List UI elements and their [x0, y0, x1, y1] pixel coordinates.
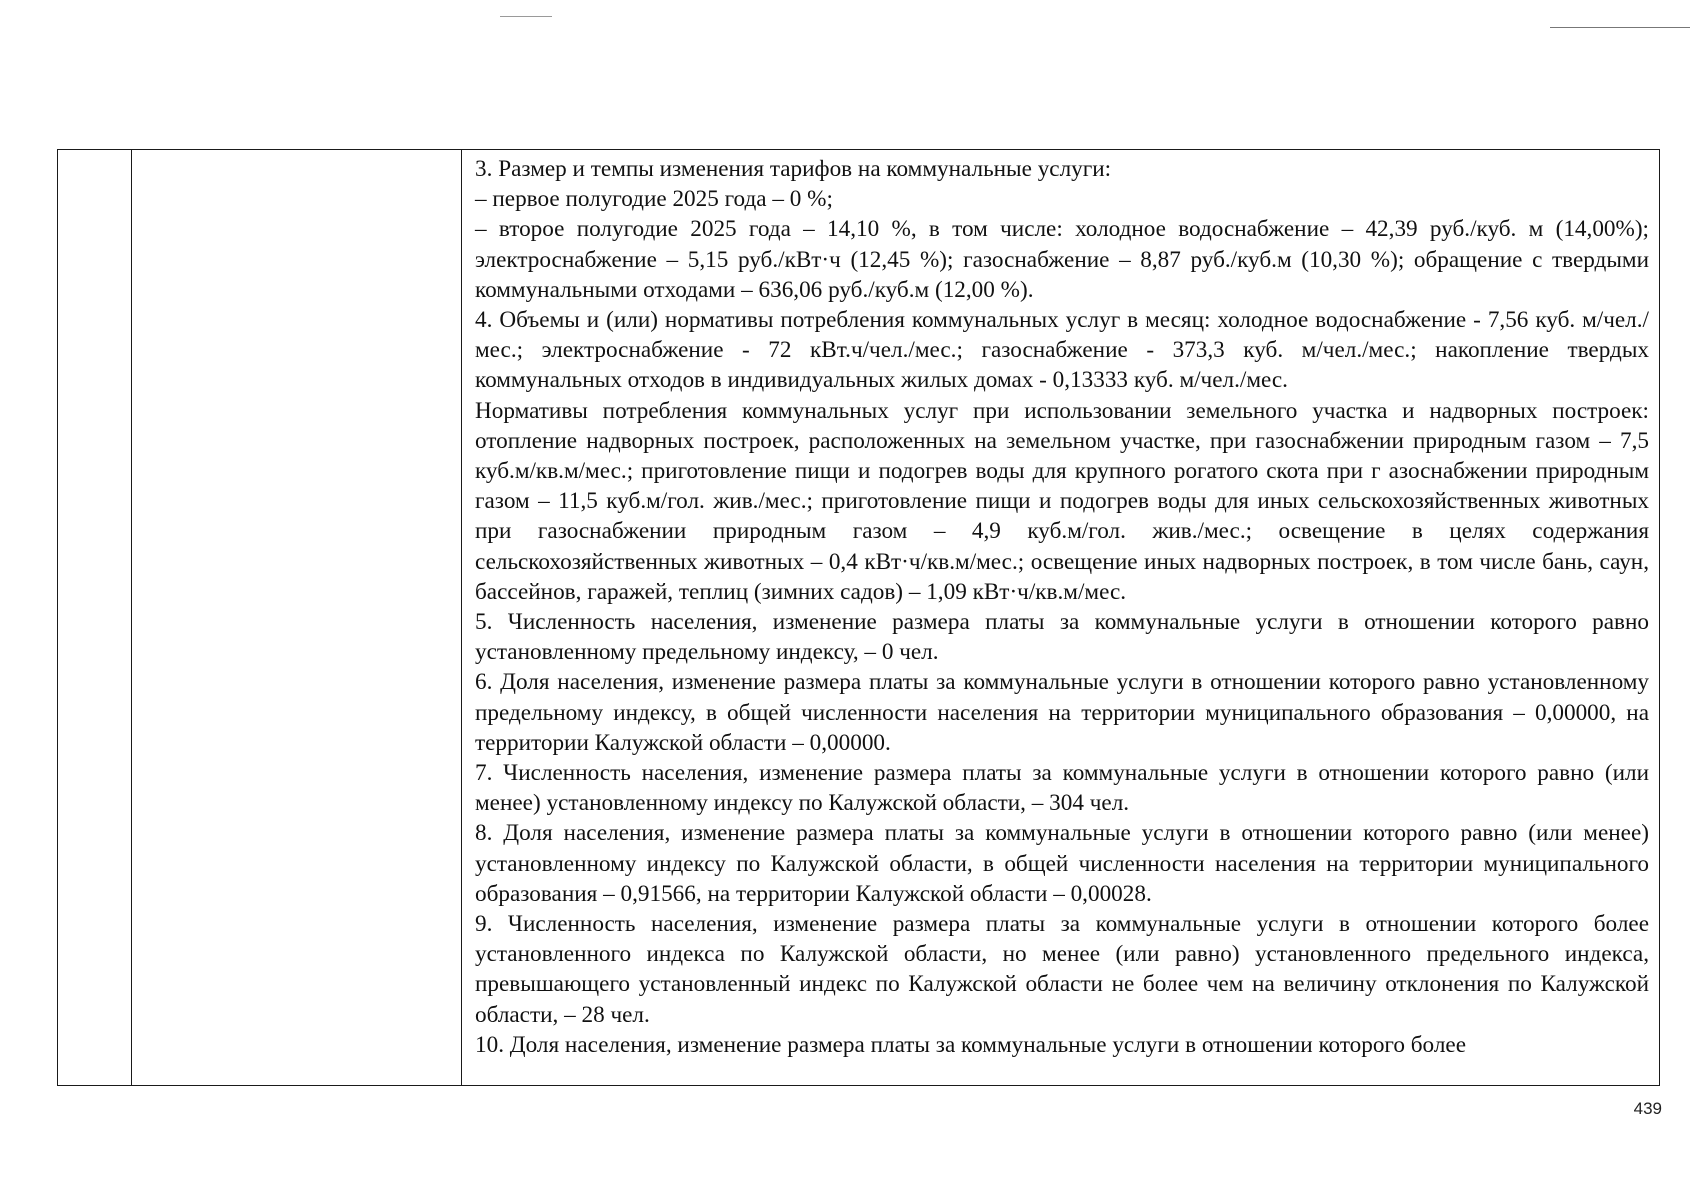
paragraph-population-limit-index: 5. Численность населения, изменение размера платы за коммунальные услуги в отношении которого равно установленному предельному индексу, – 0 чел. — [475, 609, 1649, 666]
table-row — [58, 150, 1660, 1086]
paragraph-share-above-index: 10. Доля населения, изменение размера платы за коммунальные услуги в отношении которого более — [475, 1031, 1466, 1058]
paragraph-population-above-index: 9. Численность населения, изменение размера платы за коммунальные услуги в отношении которого более установленного индекса по Калужской области, но менее (или равно) установленного предельного индекса, превышающего установленный индекс по Калужской области не более чем на величину отклонения по Калужской области, – 28 чел. — [475, 911, 1649, 1028]
paragraph-land-plot-norms: Нормативы потребления коммунальных услуг при использовании земельного участка и надворных построек: отопление надворных построек, расположенных на земельном участке, при газоснабжении природным газом – 7,5 куб.м/кв.м/мес.; приготовление пищи и подогрев воды для крупного рогатого скота при г азоснабжении природным газом – 11,5 куб.м/гол. жив./мес.; приготовление пищи и подогрев воды для иных сельскохозяйственных животных при газоснабжении природным газом – 4,9 куб.м/гол. жив./мес.; освещение в целях содержания сельскохозяйственных животных – 0,4 кВт·ч/кв.м/мес.; освещение иных надворных построек, в том числе бань, саун, бассейнов, гаражей, теплиц (зимних садов) – 1,09 кВт·ч/кв.м/мес. — [475, 397, 1649, 605]
scan-artifact-line — [1550, 27, 1690, 28]
paragraph-consumption-volumes: 4. Объемы и (или) нормативы потребления коммунальных услуг в месяц: холодное водоснабжение - 7,56 куб. м/чел./мес.; электроснабжение - 72 кВт.ч/чел./мес.; газоснабжение - 373,3 куб. м/чел./мес.; накопление твердых коммунальных отходов в индивидуальных жилых домах - 0,13333 куб. м/чел./мес. — [475, 307, 1649, 394]
paragraph-tariffs-heading: 3. Размер и темпы изменения тарифов на коммунальные услуги: — [475, 156, 1112, 182]
paragraph-second-half: – второе полугодие 2025 года – 14,10 %, в том числе: холодное водоснабжение – 42,39 руб./куб. м (14,00%); электроснабжение – 5,15 руб./кВт·ч (12,45 %); газоснабжение – 8,87 руб./куб.м (10,30 %); обращение с твердыми коммунальными отходами – 636,06 руб./куб.м (12,00 %). — [475, 216, 1649, 303]
paragraph-population-regional-index: 7. Численность населения, изменение размера платы за коммунальные услуги в отношении которого равно (или менее) установленному индексу по Калужской области, – 304 чел. — [475, 760, 1649, 817]
table-cell-content — [462, 150, 1660, 1086]
paragraph-share-regional-index: 8. Доля населения, изменение размера платы за коммунальные услуги в отношении которого равно (или менее) установленному индексу по Калужской области, в общей численности населения на территории муниципального образования – 0,91566, на территории Калужской области – 0,00028. — [475, 820, 1649, 907]
table-cell-empty-1 — [58, 150, 132, 1086]
paragraph-share-limit-index: 6. Доля населения, изменение размера платы за коммунальные услуги в отношении которого равно установленному предельному индексу, в общей численности населения на территории муниципального образования – 0,00000, на территории Калужской области – 0,00000. — [475, 669, 1649, 756]
document-table — [57, 149, 1660, 1086]
scan-artifact-line — [500, 16, 552, 17]
table-cell-empty-2 — [132, 150, 462, 1086]
page-number: 439 — [1633, 1099, 1662, 1118]
paragraph-first-half: – первое полугодие 2025 года – 0 %; — [475, 186, 833, 213]
content-text — [462, 150, 1659, 1060]
